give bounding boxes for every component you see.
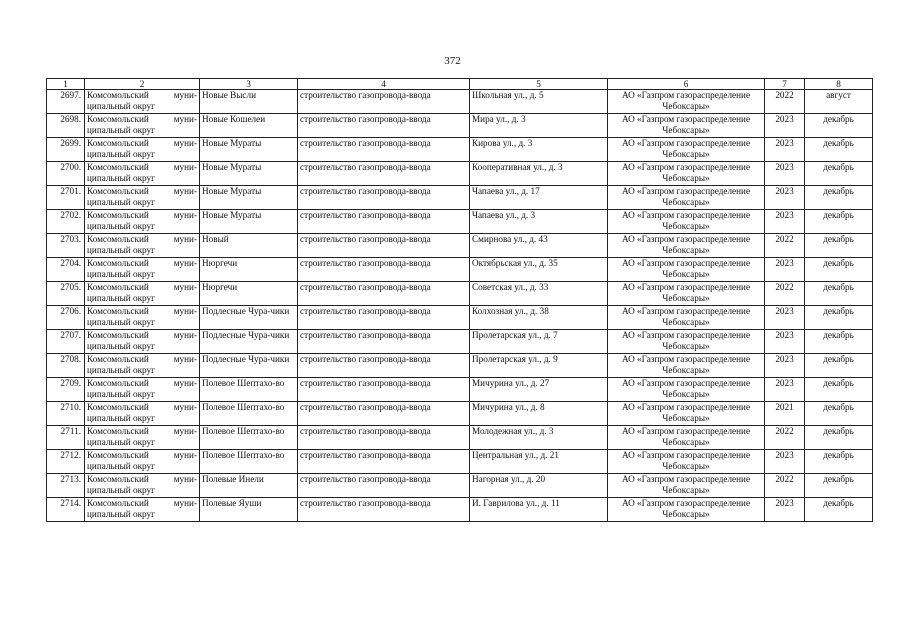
- district-cell: Комсомольский муни-ципальный округ: [85, 330, 200, 354]
- work-type-cell: строительство газопровода-ввода: [298, 498, 470, 522]
- year-cell: 2023: [765, 114, 805, 138]
- gas-pipeline-table: [46, 78, 873, 522]
- month-cell: декабрь: [805, 186, 873, 210]
- table-row: [47, 474, 873, 498]
- table-row: [47, 426, 873, 450]
- month-cell: декабрь: [805, 138, 873, 162]
- year-cell: 2023: [765, 498, 805, 522]
- address-cell: Советская ул., д. 33: [470, 282, 608, 306]
- settlement-cell: Нюргечи: [200, 258, 298, 282]
- month-cell: декабрь: [805, 162, 873, 186]
- address-cell: Нагорная ул., д. 20: [470, 474, 608, 498]
- month-cell: декабрь: [805, 234, 873, 258]
- month-cell: декабрь: [805, 402, 873, 426]
- month-cell: август: [805, 90, 873, 114]
- table-row: [47, 306, 873, 330]
- year-cell: 2023: [765, 330, 805, 354]
- row-number: 2711.: [47, 426, 85, 450]
- settlement-cell: Новые Мураты: [200, 186, 298, 210]
- settlement-cell: Новый: [200, 234, 298, 258]
- year-cell: 2022: [765, 282, 805, 306]
- row-number: 2703.: [47, 234, 85, 258]
- column-header: 3: [200, 79, 298, 90]
- address-cell: Мичурина ул., д. 8: [470, 402, 608, 426]
- address-cell: Мичурина ул., д. 27: [470, 378, 608, 402]
- table-row: [47, 258, 873, 282]
- header-row: [47, 79, 873, 90]
- column-header: 2: [85, 79, 200, 90]
- work-type-cell: строительство газопровода-ввода: [298, 258, 470, 282]
- settlement-cell: Новые Мураты: [200, 138, 298, 162]
- table-row: [47, 402, 873, 426]
- row-number: 2702.: [47, 210, 85, 234]
- address-cell: Кооперативная ул., д. 3: [470, 162, 608, 186]
- district-cell: Комсомольский муни-ципальный округ: [85, 138, 200, 162]
- address-cell: Молодежная ул., д. 3: [470, 426, 608, 450]
- work-type-cell: строительство газопровода-ввода: [298, 354, 470, 378]
- settlement-cell: Полевое Шептахо-во: [200, 402, 298, 426]
- row-number: 2708.: [47, 354, 85, 378]
- work-type-cell: строительство газопровода-ввода: [298, 138, 470, 162]
- year-cell: 2022: [765, 426, 805, 450]
- table-row: [47, 114, 873, 138]
- address-cell: Октябрьская ул., д. 35: [470, 258, 608, 282]
- district-cell: Комсомольский муни-ципальный округ: [85, 450, 200, 474]
- column-header: 1: [47, 79, 85, 90]
- row-number: 2714.: [47, 498, 85, 522]
- month-cell: декабрь: [805, 330, 873, 354]
- address-cell: Кирова ул., д. 3: [470, 138, 608, 162]
- organization-cell: АО «Газпром газораспределение Чебоксары»: [608, 114, 765, 138]
- month-cell: декабрь: [805, 378, 873, 402]
- settlement-cell: Подлесные Чура-чики: [200, 306, 298, 330]
- table-row: [47, 162, 873, 186]
- month-cell: декабрь: [805, 258, 873, 282]
- column-header: 5: [470, 79, 608, 90]
- row-number: 2713.: [47, 474, 85, 498]
- work-type-cell: строительство газопровода-ввода: [298, 186, 470, 210]
- settlement-cell: Полевое Шептахо-во: [200, 450, 298, 474]
- organization-cell: АО «Газпром газораспределение Чебоксары»: [608, 498, 765, 522]
- district-cell: Комсомольский муни-ципальный округ: [85, 282, 200, 306]
- year-cell: 2023: [765, 186, 805, 210]
- month-cell: декабрь: [805, 474, 873, 498]
- table-header: [47, 79, 873, 90]
- table-row: [47, 234, 873, 258]
- row-number: 2699.: [47, 138, 85, 162]
- work-type-cell: строительство газопровода-ввода: [298, 378, 470, 402]
- table-row: [47, 498, 873, 522]
- address-cell: Центральная ул., д. 21: [470, 450, 608, 474]
- year-cell: 2023: [765, 450, 805, 474]
- table-row: [47, 210, 873, 234]
- year-cell: 2023: [765, 378, 805, 402]
- table-row: [47, 450, 873, 474]
- settlement-cell: Полевое Шептахо-во: [200, 426, 298, 450]
- row-number: 2705.: [47, 282, 85, 306]
- settlement-cell: Новые Мураты: [200, 162, 298, 186]
- district-cell: Комсомольский муни-ципальный округ: [85, 258, 200, 282]
- year-cell: 2023: [765, 258, 805, 282]
- district-cell: Комсомольский муни-ципальный округ: [85, 498, 200, 522]
- district-cell: Комсомольский муни-ципальный округ: [85, 474, 200, 498]
- work-type-cell: строительство газопровода-ввода: [298, 90, 470, 114]
- address-cell: Чапаева ул., д. 3: [470, 210, 608, 234]
- work-type-cell: строительство газопровода-ввода: [298, 330, 470, 354]
- table-row: [47, 378, 873, 402]
- year-cell: 2022: [765, 90, 805, 114]
- work-type-cell: строительство газопровода-ввода: [298, 426, 470, 450]
- row-number: 2698.: [47, 114, 85, 138]
- table-row: [47, 138, 873, 162]
- month-cell: декабрь: [805, 354, 873, 378]
- organization-cell: АО «Газпром газораспределение Чебоксары»: [608, 426, 765, 450]
- year-cell: 2023: [765, 162, 805, 186]
- settlement-cell: Новые Кошелеи: [200, 114, 298, 138]
- work-type-cell: строительство газопровода-ввода: [298, 402, 470, 426]
- district-cell: Комсомольский муни-ципальный округ: [85, 114, 200, 138]
- month-cell: декабрь: [805, 498, 873, 522]
- work-type-cell: строительство газопровода-ввода: [298, 234, 470, 258]
- address-cell: Мира ул., д. 3: [470, 114, 608, 138]
- address-cell: Смирнова ул., д. 43: [470, 234, 608, 258]
- year-cell: 2023: [765, 354, 805, 378]
- month-cell: декабрь: [805, 114, 873, 138]
- organization-cell: АО «Газпром газораспределение Чебоксары»: [608, 234, 765, 258]
- organization-cell: АО «Газпром газораспределение Чебоксары»: [608, 138, 765, 162]
- organization-cell: АО «Газпром газораспределение Чебоксары»: [608, 450, 765, 474]
- year-cell: 2022: [765, 474, 805, 498]
- settlement-cell: Подлесные Чура-чики: [200, 354, 298, 378]
- district-cell: Комсомольский муни-ципальный округ: [85, 186, 200, 210]
- table-body: [47, 90, 873, 522]
- work-type-cell: строительство газопровода-ввода: [298, 306, 470, 330]
- column-header: 4: [298, 79, 470, 90]
- row-number: 2707.: [47, 330, 85, 354]
- organization-cell: АО «Газпром газораспределение Чебоксары»: [608, 402, 765, 426]
- settlement-cell: Новые Мураты: [200, 210, 298, 234]
- organization-cell: АО «Газпром газораспределение Чебоксары»: [608, 258, 765, 282]
- row-number: 2700.: [47, 162, 85, 186]
- organization-cell: АО «Газпром газораспределение Чебоксары»: [608, 282, 765, 306]
- district-cell: Комсомольский муни-ципальный округ: [85, 90, 200, 114]
- row-number: 2704.: [47, 258, 85, 282]
- organization-cell: АО «Газпром газораспределение Чебоксары»: [608, 354, 765, 378]
- page-number: 372: [444, 55, 461, 67]
- work-type-cell: строительство газопровода-ввода: [298, 162, 470, 186]
- address-cell: Школьная ул., д. 5: [470, 90, 608, 114]
- row-number: 2697.: [47, 90, 85, 114]
- row-number: 2712.: [47, 450, 85, 474]
- address-cell: Пролетарская ул., д. 9: [470, 354, 608, 378]
- district-cell: Комсомольский муни-ципальный округ: [85, 306, 200, 330]
- year-cell: 2022: [765, 234, 805, 258]
- district-cell: Комсомольский муни-ципальный округ: [85, 354, 200, 378]
- table-row: [47, 186, 873, 210]
- organization-cell: АО «Газпром газораспределение Чебоксары»: [608, 162, 765, 186]
- organization-cell: АО «Газпром газораспределение Чебоксары»: [608, 474, 765, 498]
- year-cell: 2023: [765, 138, 805, 162]
- table-row: [47, 354, 873, 378]
- column-header: 6: [608, 79, 765, 90]
- row-number: 2709.: [47, 378, 85, 402]
- address-cell: Пролетарская ул., д. 7: [470, 330, 608, 354]
- address-cell: Чапаева ул., д. 17: [470, 186, 608, 210]
- year-cell: 2023: [765, 306, 805, 330]
- district-cell: Комсомольский муни-ципальный округ: [85, 426, 200, 450]
- district-cell: Комсомольский муни-ципальный округ: [85, 402, 200, 426]
- month-cell: декабрь: [805, 426, 873, 450]
- month-cell: декабрь: [805, 282, 873, 306]
- work-type-cell: строительство газопровода-ввода: [298, 210, 470, 234]
- work-type-cell: строительство газопровода-ввода: [298, 474, 470, 498]
- work-type-cell: строительство газопровода-ввода: [298, 282, 470, 306]
- settlement-cell: Подлесные Чура-чики: [200, 330, 298, 354]
- table-row: [47, 282, 873, 306]
- district-cell: Комсомольский муни-ципальный округ: [85, 210, 200, 234]
- organization-cell: АО «Газпром газораспределение Чебоксары»: [608, 210, 765, 234]
- settlement-cell: Полевое Шептахо-во: [200, 378, 298, 402]
- table-row: [47, 90, 873, 114]
- organization-cell: АО «Газпром газораспределение Чебоксары»: [608, 330, 765, 354]
- settlement-cell: Полевые Инели: [200, 474, 298, 498]
- row-number: 2706.: [47, 306, 85, 330]
- year-cell: 2023: [765, 210, 805, 234]
- row-number: 2710.: [47, 402, 85, 426]
- address-cell: Колхозная ул., д. 38: [470, 306, 608, 330]
- row-number: 2701.: [47, 186, 85, 210]
- month-cell: декабрь: [805, 210, 873, 234]
- table-row: [47, 330, 873, 354]
- column-header: 8: [805, 79, 873, 90]
- organization-cell: АО «Газпром газораспределение Чебоксары»: [608, 90, 765, 114]
- organization-cell: АО «Газпром газораспределение Чебоксары»: [608, 306, 765, 330]
- settlement-cell: Полевые Яуши: [200, 498, 298, 522]
- month-cell: декабрь: [805, 450, 873, 474]
- month-cell: декабрь: [805, 306, 873, 330]
- settlement-cell: Нюргечи: [200, 282, 298, 306]
- address-cell: И. Гаврилова ул., д. 11: [470, 498, 608, 522]
- district-cell: Комсомольский муни-ципальный округ: [85, 234, 200, 258]
- column-header: 7: [765, 79, 805, 90]
- organization-cell: АО «Газпром газораспределение Чебоксары»: [608, 378, 765, 402]
- work-type-cell: строительство газопровода-ввода: [298, 114, 470, 138]
- settlement-cell: Новые Высли: [200, 90, 298, 114]
- district-cell: Комсомольский муни-ципальный округ: [85, 162, 200, 186]
- year-cell: 2021: [765, 402, 805, 426]
- work-type-cell: строительство газопровода-ввода: [298, 450, 470, 474]
- organization-cell: АО «Газпром газораспределение Чебоксары»: [608, 186, 765, 210]
- district-cell: Комсомольский муни-ципальный округ: [85, 378, 200, 402]
